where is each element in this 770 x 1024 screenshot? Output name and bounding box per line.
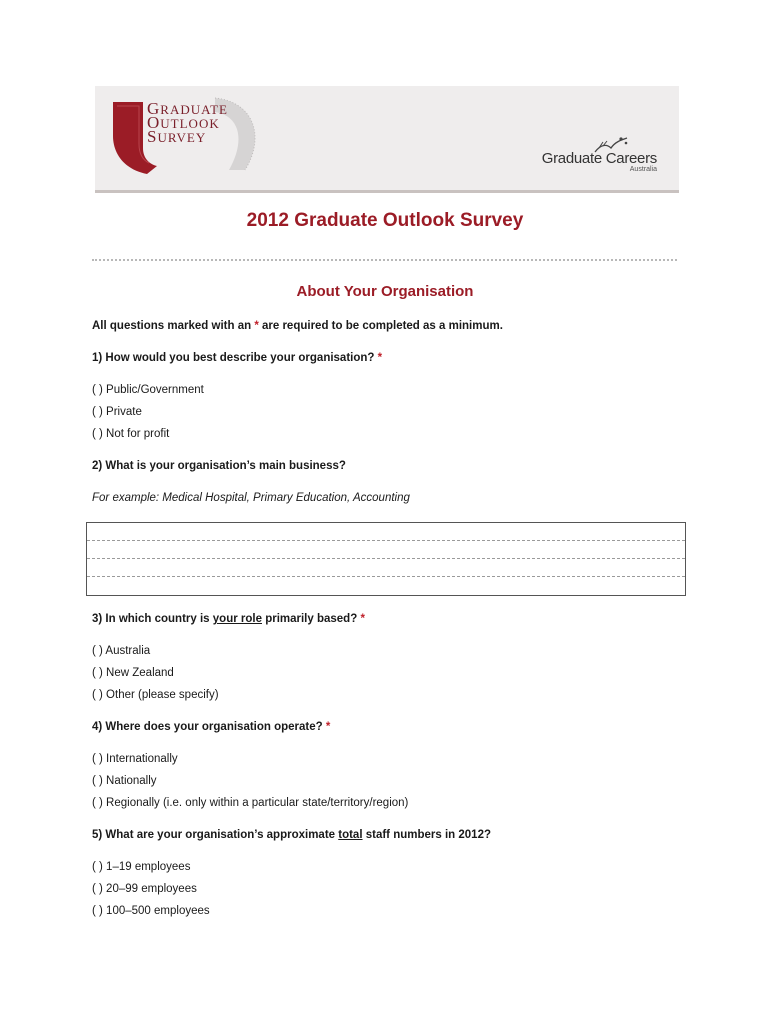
option-not-for-profit[interactable]: ( ) Not for profit xyxy=(92,428,170,440)
partner-name: Graduate Careers xyxy=(541,150,657,167)
option-100-500-employees[interactable]: ( ) 100–500 employees xyxy=(92,905,210,917)
option-other-country[interactable]: ( ) Other (please specify) xyxy=(92,689,219,701)
section-heading: About Your Organisation xyxy=(296,283,474,300)
question-5: 5) What are your organisation’s approximate total staff numbers in 2012? xyxy=(92,829,491,841)
divider xyxy=(92,259,677,261)
question-2: 2) What is your organisation’s main business? xyxy=(92,460,346,472)
question-1: 1) How would you best describe your organisation? * xyxy=(92,352,383,364)
question-2-example: For example: Medical Hospital, Primary Education, Accounting xyxy=(92,492,410,504)
option-private[interactable]: ( ) Private xyxy=(92,406,142,418)
main-business-textarea[interactable] xyxy=(86,522,686,596)
question-4: 4) Where does your organisation operate? * xyxy=(92,721,331,733)
option-internationally[interactable]: ( ) Internationally xyxy=(92,753,178,765)
option-20-99-employees[interactable]: ( ) 20–99 employees xyxy=(92,883,197,895)
page-title: 2012 Graduate Outlook Survey xyxy=(246,210,524,231)
question-3: 3) In which country is your role primarily based? * xyxy=(92,613,365,625)
header-banner xyxy=(95,86,679,193)
option-public-government[interactable]: ( ) Public/Government xyxy=(92,384,204,396)
option-regionally[interactable]: ( ) Regionally (i.e. only within a particular state/territory/region) xyxy=(92,797,409,809)
option-nationally[interactable]: ( ) Nationally xyxy=(92,775,157,787)
survey-logo-text: GRADUATE OUTLOOK SURVEY xyxy=(147,99,228,146)
option-australia[interactable]: ( ) Australia xyxy=(92,645,151,657)
partner-logo xyxy=(542,150,657,173)
option-new-zealand[interactable]: ( ) New Zealand xyxy=(92,667,174,679)
intro-text: All questions marked with an * are required to be completed as a minimum. xyxy=(92,320,503,332)
option-1-19-employees[interactable]: ( ) 1–19 employees xyxy=(92,861,191,873)
partner-subtitle: Australia xyxy=(629,166,657,173)
